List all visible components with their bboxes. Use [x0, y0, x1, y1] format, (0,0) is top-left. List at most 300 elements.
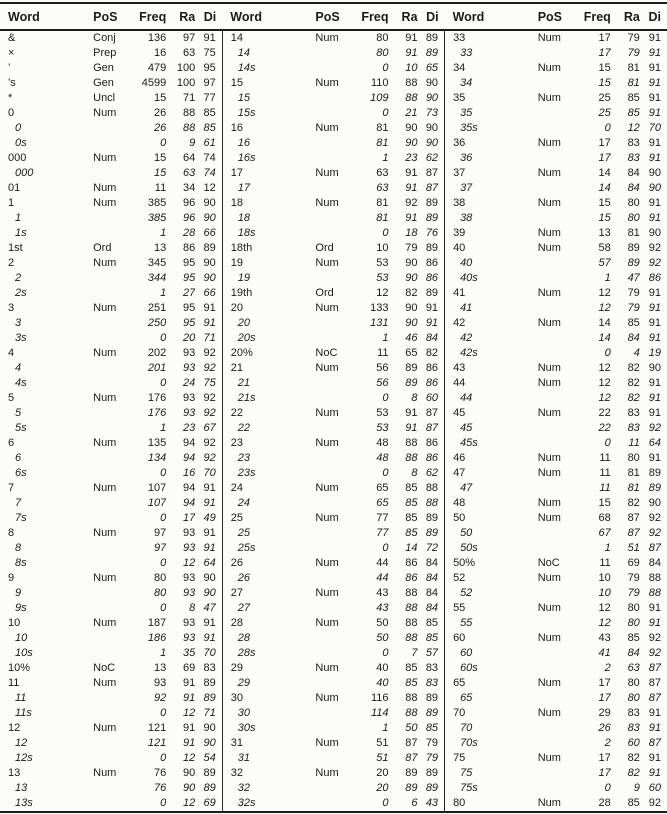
- word-cell: 29: [222, 676, 315, 691]
- di-cell: 67: [203, 422, 216, 434]
- di-cell: 91: [648, 617, 661, 629]
- word-cell: 9s: [15, 602, 27, 614]
- di-cell: 89: [648, 467, 661, 479]
- pos-cell: Num: [93, 392, 117, 404]
- table-row: [0, 661, 667, 676]
- freq-cell: 250: [147, 317, 167, 329]
- ra-cell: 34: [183, 182, 196, 194]
- pos-cell: [538, 766, 574, 781]
- pos-cell: [93, 586, 129, 601]
- pos-cell: Num: [315, 767, 339, 779]
- word-cell: 22: [222, 421, 315, 436]
- ra-cell: 87: [405, 737, 418, 749]
- freq-cell: 12: [598, 362, 611, 374]
- ra-cell: 12: [627, 122, 640, 134]
- pos-cell: [538, 736, 574, 751]
- di-cell: 90: [203, 197, 216, 209]
- word-cell: 10: [15, 632, 28, 644]
- di-cell: 71: [203, 707, 216, 719]
- table-row: [0, 286, 667, 301]
- word-cell: 70s: [445, 736, 538, 751]
- freq-cell: 0: [160, 467, 167, 479]
- di-cell: 70: [203, 467, 216, 479]
- word-cell: 29: [222, 661, 315, 676]
- di-cell: 88: [648, 587, 661, 599]
- di-cell: 87: [648, 542, 661, 554]
- pos-cell: Ord: [315, 287, 334, 299]
- pos-cell: [315, 106, 351, 121]
- di-cell: 86: [425, 377, 439, 389]
- di-cell: 91: [425, 302, 439, 314]
- ra-cell: 96: [183, 197, 196, 209]
- di-cell: 92: [648, 527, 661, 539]
- di-cell: 73: [425, 107, 439, 119]
- freq-cell: 20: [376, 767, 389, 779]
- column-header-pos: PoS: [538, 3, 574, 30]
- pos-cell: [538, 616, 574, 631]
- ra-cell: 82: [627, 377, 640, 389]
- ra-cell: 85: [627, 92, 640, 104]
- table-row: [0, 166, 667, 181]
- word-cell: 80: [445, 796, 538, 812]
- pos-cell: Gen: [93, 62, 114, 74]
- word-cell: 30s: [222, 721, 315, 736]
- pos-cell: [538, 721, 574, 736]
- table-row: [0, 706, 667, 721]
- freq-cell: 12: [598, 617, 611, 629]
- word-cell: 8s: [15, 557, 27, 569]
- table-row: [0, 76, 667, 91]
- freq-cell: 385: [147, 212, 167, 224]
- pos-cell: [538, 331, 574, 346]
- word-cell: 25s: [222, 541, 315, 556]
- word-cell: 2: [8, 257, 15, 269]
- pos-cell: Num: [537, 317, 561, 329]
- freq-cell: 11: [599, 452, 611, 464]
- ra-cell: 87: [627, 527, 640, 539]
- word-cell: 10%: [8, 662, 31, 674]
- ra-cell: 100: [176, 77, 196, 89]
- freq-cell: 11: [599, 482, 611, 494]
- pos-cell: Prep: [93, 47, 117, 59]
- di-cell: 84: [425, 587, 439, 599]
- word-cell: 4s: [15, 377, 27, 389]
- pos-cell: [538, 541, 574, 556]
- pos-cell: [93, 316, 129, 331]
- word-cell: 33: [445, 46, 538, 61]
- pos-cell: Num: [315, 302, 339, 314]
- freq-cell: 17: [598, 152, 611, 164]
- pos-cell: Num: [537, 632, 561, 644]
- di-cell: 91: [648, 452, 661, 464]
- table-row: [0, 136, 667, 151]
- ra-cell: 90: [183, 782, 196, 794]
- word-cell: 65: [445, 676, 538, 691]
- pos-cell: Num: [315, 77, 339, 89]
- freq-cell: 2: [604, 662, 611, 674]
- ra-cell: 11: [628, 437, 640, 449]
- freq-cell: 97: [153, 527, 167, 539]
- freq-cell: 11: [599, 557, 611, 569]
- di-cell: 87: [648, 662, 661, 674]
- word-cell: 7: [8, 482, 15, 494]
- word-cell: 31: [222, 751, 315, 766]
- ra-cell: 91: [183, 677, 196, 689]
- pos-cell: [538, 781, 574, 796]
- pos-cell: [315, 601, 351, 616]
- ra-cell: 81: [627, 62, 640, 74]
- freq-cell: 11: [599, 467, 611, 479]
- ra-cell: 89: [405, 782, 418, 794]
- ra-cell: 79: [627, 302, 640, 314]
- di-cell: 91: [648, 197, 661, 209]
- di-cell: 89: [425, 32, 439, 44]
- ra-cell: 14: [405, 542, 418, 554]
- freq-cell: 0: [382, 797, 389, 809]
- word-cell: 35: [445, 106, 538, 121]
- pos-cell: Num: [93, 527, 117, 539]
- pos-cell: Num: [537, 137, 561, 149]
- word-cell: 38: [445, 211, 538, 226]
- ra-cell: 89: [405, 377, 418, 389]
- freq-cell: 201: [147, 362, 167, 374]
- word-cell: 52: [445, 571, 538, 586]
- di-cell: 91: [648, 722, 661, 734]
- pos-cell: Num: [537, 62, 561, 74]
- freq-cell: 10: [376, 242, 389, 254]
- freq-cell: 15: [598, 77, 611, 89]
- pos-cell: Num: [93, 197, 117, 209]
- word-cell: 26: [222, 556, 315, 571]
- word-cell: 1st: [8, 242, 23, 254]
- ra-cell: 95: [183, 302, 196, 314]
- table-row: [0, 181, 667, 196]
- ra-cell: 86: [405, 572, 418, 584]
- freq-cell: 80: [153, 587, 167, 599]
- ra-cell: 85: [405, 662, 418, 674]
- di-cell: 91: [648, 152, 661, 164]
- word-cell: 1: [8, 197, 15, 209]
- ra-cell: 80: [627, 617, 640, 629]
- di-cell: 62: [425, 467, 439, 479]
- pos-cell: Num: [315, 407, 339, 419]
- di-cell: 88: [425, 497, 439, 509]
- di-cell: 66: [203, 227, 216, 239]
- pos-cell: [315, 721, 351, 736]
- di-cell: 89: [425, 287, 439, 299]
- word-cell: 6: [15, 452, 22, 464]
- ra-cell: 82: [627, 767, 640, 779]
- ra-cell: 95: [183, 317, 196, 329]
- freq-cell: 133: [370, 302, 389, 314]
- ra-cell: 86: [405, 557, 418, 569]
- ra-cell: 93: [183, 527, 196, 539]
- di-cell: 89: [648, 482, 661, 494]
- ra-cell: 85: [405, 512, 418, 524]
- freq-cell: 0: [382, 542, 389, 554]
- table-header-row: [0, 3, 667, 30]
- table-row: [0, 676, 667, 691]
- word-cell: 42: [445, 316, 538, 331]
- ra-cell: 83: [627, 407, 640, 419]
- di-cell: 72: [425, 542, 439, 554]
- freq-cell: 10: [598, 587, 611, 599]
- word-cell: 2: [15, 272, 22, 284]
- word-cell: 6: [8, 437, 15, 449]
- di-cell: 82: [425, 347, 439, 359]
- pos-cell: Num: [315, 692, 339, 704]
- freq-cell: 13: [153, 662, 167, 674]
- word-cell: 45s: [445, 436, 538, 451]
- ra-cell: 90: [405, 122, 418, 134]
- word-cell: 40: [445, 241, 538, 256]
- word-cell: 14s: [222, 61, 315, 76]
- table-row: [0, 556, 667, 571]
- di-cell: 74: [203, 152, 216, 164]
- di-cell: 85: [425, 632, 439, 644]
- freq-cell: 0: [382, 227, 389, 239]
- freq-cell: 0: [160, 797, 167, 809]
- word-cell: 27: [222, 601, 315, 616]
- pos-cell: [315, 496, 351, 511]
- di-cell: 90: [203, 272, 216, 284]
- di-cell: 79: [425, 737, 439, 749]
- word-cell: 32s: [222, 796, 315, 812]
- table-row: [0, 736, 667, 751]
- freq-cell: 121: [147, 737, 167, 749]
- freq-cell: 0: [604, 437, 611, 449]
- word-cell: ’: [8, 62, 11, 74]
- column-header-freq: Freq: [574, 3, 611, 30]
- word-cell: 12s: [15, 752, 33, 764]
- pos-cell: [93, 691, 129, 706]
- pos-cell: [315, 316, 351, 331]
- ra-cell: 88: [405, 707, 418, 719]
- freq-cell: 251: [147, 302, 167, 314]
- pos-cell: [93, 166, 129, 181]
- word-cell: 5s: [15, 422, 27, 434]
- ra-cell: 88: [405, 602, 418, 614]
- pos-cell: [315, 331, 351, 346]
- freq-cell: 44: [376, 572, 389, 584]
- di-cell: 88: [425, 482, 439, 494]
- freq-cell: 29: [598, 707, 611, 719]
- di-cell: 89: [425, 692, 439, 704]
- word-cell: 12: [8, 722, 21, 734]
- freq-cell: 11: [154, 182, 167, 194]
- ra-cell: 85: [627, 632, 640, 644]
- freq-cell: 0: [604, 122, 611, 134]
- pos-cell: Num: [537, 32, 561, 44]
- table-row: [0, 571, 667, 586]
- di-cell: 92: [648, 512, 661, 524]
- ra-cell: 80: [627, 452, 640, 464]
- pos-cell: [93, 286, 129, 301]
- di-cell: 91: [203, 302, 216, 314]
- word-cell: 6s: [15, 467, 27, 479]
- word-cell: 31: [222, 736, 315, 751]
- ra-cell: 90: [405, 302, 418, 314]
- freq-cell: 26: [598, 722, 611, 734]
- ra-cell: 82: [627, 362, 640, 374]
- table-row: [0, 316, 667, 331]
- pos-cell: Num: [315, 437, 339, 449]
- ra-cell: 91: [405, 182, 418, 194]
- di-cell: 91: [648, 47, 661, 59]
- di-cell: 91: [203, 542, 216, 554]
- pos-cell: Num: [537, 467, 561, 479]
- ra-cell: 79: [627, 587, 640, 599]
- di-cell: 84: [425, 602, 439, 614]
- di-cell: 66: [203, 287, 216, 299]
- pos-cell: Num: [537, 752, 561, 764]
- table-row: [0, 226, 667, 241]
- pos-cell: Num: [537, 452, 561, 464]
- di-cell: 91: [648, 317, 661, 329]
- table-row: [0, 751, 667, 766]
- ra-cell: 80: [627, 602, 640, 614]
- ra-cell: 100: [176, 62, 196, 74]
- word-cell: 42s: [445, 346, 538, 361]
- table-row: [0, 796, 667, 812]
- freq-cell: 0: [382, 62, 389, 74]
- ra-cell: 81: [627, 227, 640, 239]
- table-row: [0, 211, 667, 226]
- freq-cell: 51: [376, 752, 389, 764]
- ra-cell: 82: [627, 752, 640, 764]
- di-cell: 84: [425, 332, 439, 344]
- ra-cell: 84: [627, 647, 640, 659]
- pos-cell: [93, 211, 129, 226]
- ra-cell: 23: [183, 422, 196, 434]
- ra-cell: 95: [183, 257, 196, 269]
- freq-cell: 48: [376, 452, 389, 464]
- freq-cell: 65: [376, 482, 389, 494]
- di-cell: 91: [648, 287, 661, 299]
- pos-cell: [93, 541, 129, 556]
- freq-cell: 81: [376, 212, 389, 224]
- ra-cell: 69: [627, 557, 640, 569]
- ra-cell: 92: [405, 197, 418, 209]
- freq-cell: 81: [376, 122, 389, 134]
- freq-cell: 53: [376, 272, 389, 284]
- di-cell: 64: [203, 557, 216, 569]
- di-cell: 75: [203, 47, 216, 59]
- pos-cell: [93, 496, 129, 511]
- di-cell: 86: [425, 362, 439, 374]
- ra-cell: 88: [405, 692, 418, 704]
- di-cell: 84: [425, 572, 439, 584]
- ra-cell: 93: [183, 632, 196, 644]
- ra-cell: 88: [405, 632, 418, 644]
- word-cell: 75: [445, 766, 538, 781]
- di-cell: 91: [648, 407, 661, 419]
- table-row: [0, 601, 667, 616]
- freq-cell: 12: [598, 302, 611, 314]
- pos-cell: [93, 706, 129, 721]
- word-cell: 3s: [15, 332, 27, 344]
- freq-cell: 43: [376, 602, 389, 614]
- ra-cell: 90: [183, 767, 196, 779]
- pos-cell: Num: [537, 167, 561, 179]
- freq-cell: 56: [376, 377, 389, 389]
- word-cell: 3: [8, 302, 15, 314]
- word-cell: 35: [445, 91, 538, 106]
- pos-cell: Num: [537, 377, 561, 389]
- word-cell: 21s: [222, 391, 315, 406]
- di-cell: 87: [648, 737, 661, 749]
- pos-cell: [93, 451, 129, 466]
- ra-cell: 85: [405, 677, 418, 689]
- freq-cell: 0: [382, 647, 389, 659]
- ra-cell: 84: [627, 167, 640, 179]
- word-cell: 4: [8, 347, 15, 359]
- freq-cell: 43: [376, 587, 389, 599]
- ra-cell: 87: [627, 512, 640, 524]
- column-header-ra: Ra: [166, 3, 195, 30]
- freq-cell: 479: [147, 62, 167, 74]
- freq-cell: 0: [160, 512, 167, 524]
- ra-cell: 85: [405, 482, 418, 494]
- pos-cell: [538, 46, 574, 61]
- pos-cell: [315, 136, 351, 151]
- pos-cell: NoC: [315, 347, 338, 359]
- freq-cell: 1: [382, 332, 389, 344]
- word-cell: *: [8, 92, 13, 104]
- ra-cell: 12: [183, 797, 196, 809]
- word-cell: ’s: [8, 77, 16, 89]
- word-cell: 19: [222, 271, 315, 286]
- ra-cell: 96: [183, 212, 196, 224]
- table-row: [0, 616, 667, 631]
- pos-cell: Num: [537, 572, 561, 584]
- pos-cell: [93, 511, 129, 526]
- frequency-table: [0, 2, 667, 813]
- ra-cell: 88: [405, 77, 418, 89]
- pos-cell: [538, 106, 574, 121]
- freq-cell: 93: [153, 677, 167, 689]
- ra-cell: 90: [405, 317, 418, 329]
- freq-cell: 15: [153, 167, 167, 179]
- table-row: [0, 241, 667, 256]
- di-cell: 89: [203, 677, 216, 689]
- freq-cell: 50: [376, 632, 389, 644]
- di-cell: 77: [203, 92, 216, 104]
- pos-cell: [315, 541, 351, 556]
- word-cell: 28s: [222, 646, 315, 661]
- freq-cell: 68: [598, 512, 611, 524]
- ra-cell: 79: [627, 47, 640, 59]
- di-cell: 92: [203, 362, 216, 374]
- ra-cell: 93: [183, 392, 196, 404]
- ra-cell: 79: [627, 32, 640, 44]
- column-header-freq: Freq: [129, 3, 166, 30]
- pos-cell: NoC: [93, 662, 116, 674]
- freq-cell: 80: [376, 47, 389, 59]
- pos-cell: Num: [315, 482, 339, 494]
- column-header-ra: Ra: [389, 3, 418, 30]
- pos-cell: [93, 601, 129, 616]
- ra-cell: 6: [411, 797, 418, 809]
- word-cell: 18s: [222, 226, 315, 241]
- table-row: [0, 496, 667, 511]
- pos-cell: [315, 46, 351, 61]
- word-cell: 1: [15, 212, 22, 224]
- di-cell: 84: [425, 557, 439, 569]
- pos-cell: Num: [93, 572, 117, 584]
- di-cell: 92: [203, 437, 216, 449]
- freq-cell: 17: [598, 767, 611, 779]
